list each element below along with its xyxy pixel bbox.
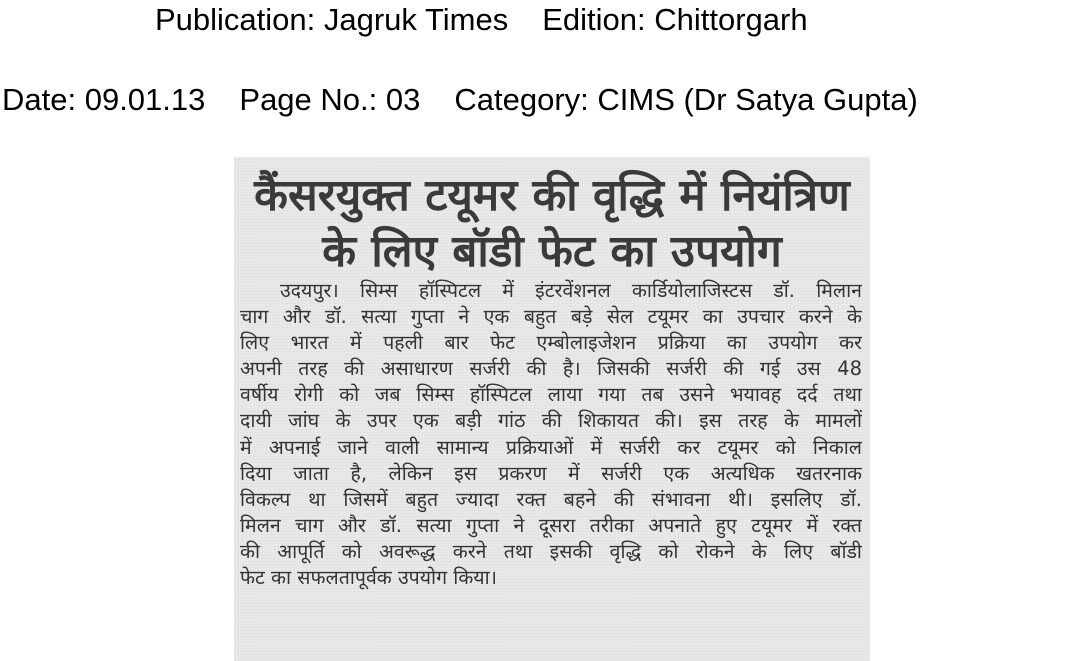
article-line: दिया जाता है, लेकिन इस प्रकरण में सर्जरी एक अत्यधिक खतरनाक: [240, 461, 862, 485]
headline-line-1: कैंसरयुक्त टयूमर की वृद्धि में नियंत्रिण: [254, 170, 850, 221]
headline-line-2: के लिए बॉडी फेट का उपयोग: [322, 226, 782, 277]
article-line: की आपूर्ति को अवरूद्ध करने तथा इसकी वृद्धि को रोकने के लिए बॉडी: [240, 539, 862, 563]
page-number-label: Page No.: 03: [239, 82, 421, 117]
article-line: फेट का सफलतापूर्वक उपयोग किया।: [240, 566, 498, 590]
article-body: [240, 278, 862, 591]
category-label: Category: CIMS (Dr Satya Gupta): [454, 82, 918, 117]
header-line-2: [0, 82, 1079, 118]
article-line: अपनी तरह की असाधारण सर्जरी की है। जिसकी सर्जरी की गई उस 48: [240, 357, 862, 381]
article-line: दायी जांघ के उपर एक बड़ी गांठ की शिकायत की। इस तरह के मामलों: [240, 409, 862, 433]
edition-label: Edition: Chittorgarh: [542, 2, 808, 37]
article-line: लिए भारत में पहली बार फेट एम्बोलाइजेशन प्रक्रिया का उपयोग कर: [240, 331, 862, 355]
article-line: विकल्प था जिसमें बहुत ज्यादा रक्त बहने की संभावना थी। इसलिए डॉ.: [240, 487, 862, 511]
article-line: चाग और डॉ. सत्या गुप्ता ने एक बहुत बड़े सेल टयूमर का उपचार करने के: [240, 305, 862, 329]
publication-label: Publication: Jagruk Times: [155, 2, 509, 37]
article-line: में अपनाई जाने वाली सामान्य प्रक्रियाओं में सर्जरी कर टयूमर को निकाल: [240, 435, 862, 459]
newspaper-clipping: [234, 157, 870, 661]
article-line: मिलन चाग और डॉ. सत्या गुप्ता ने दूसरा तरीका अपनाते हुए टयूमर में रक्त: [240, 513, 862, 537]
header-line-1: [0, 2, 1079, 38]
date-label: Date: 09.01.13: [2, 82, 206, 117]
article-line: वर्षीय रोगी को जब सिम्स हॉस्पिटल लाया गया तब उसने भयावह दर्द तथा: [240, 383, 862, 407]
article-line: उदयपुर। सिम्स हॉस्पिटल में इंटरवेंशनल कार्डियोलाजिस्टस डॉ. मिलान: [280, 279, 862, 302]
